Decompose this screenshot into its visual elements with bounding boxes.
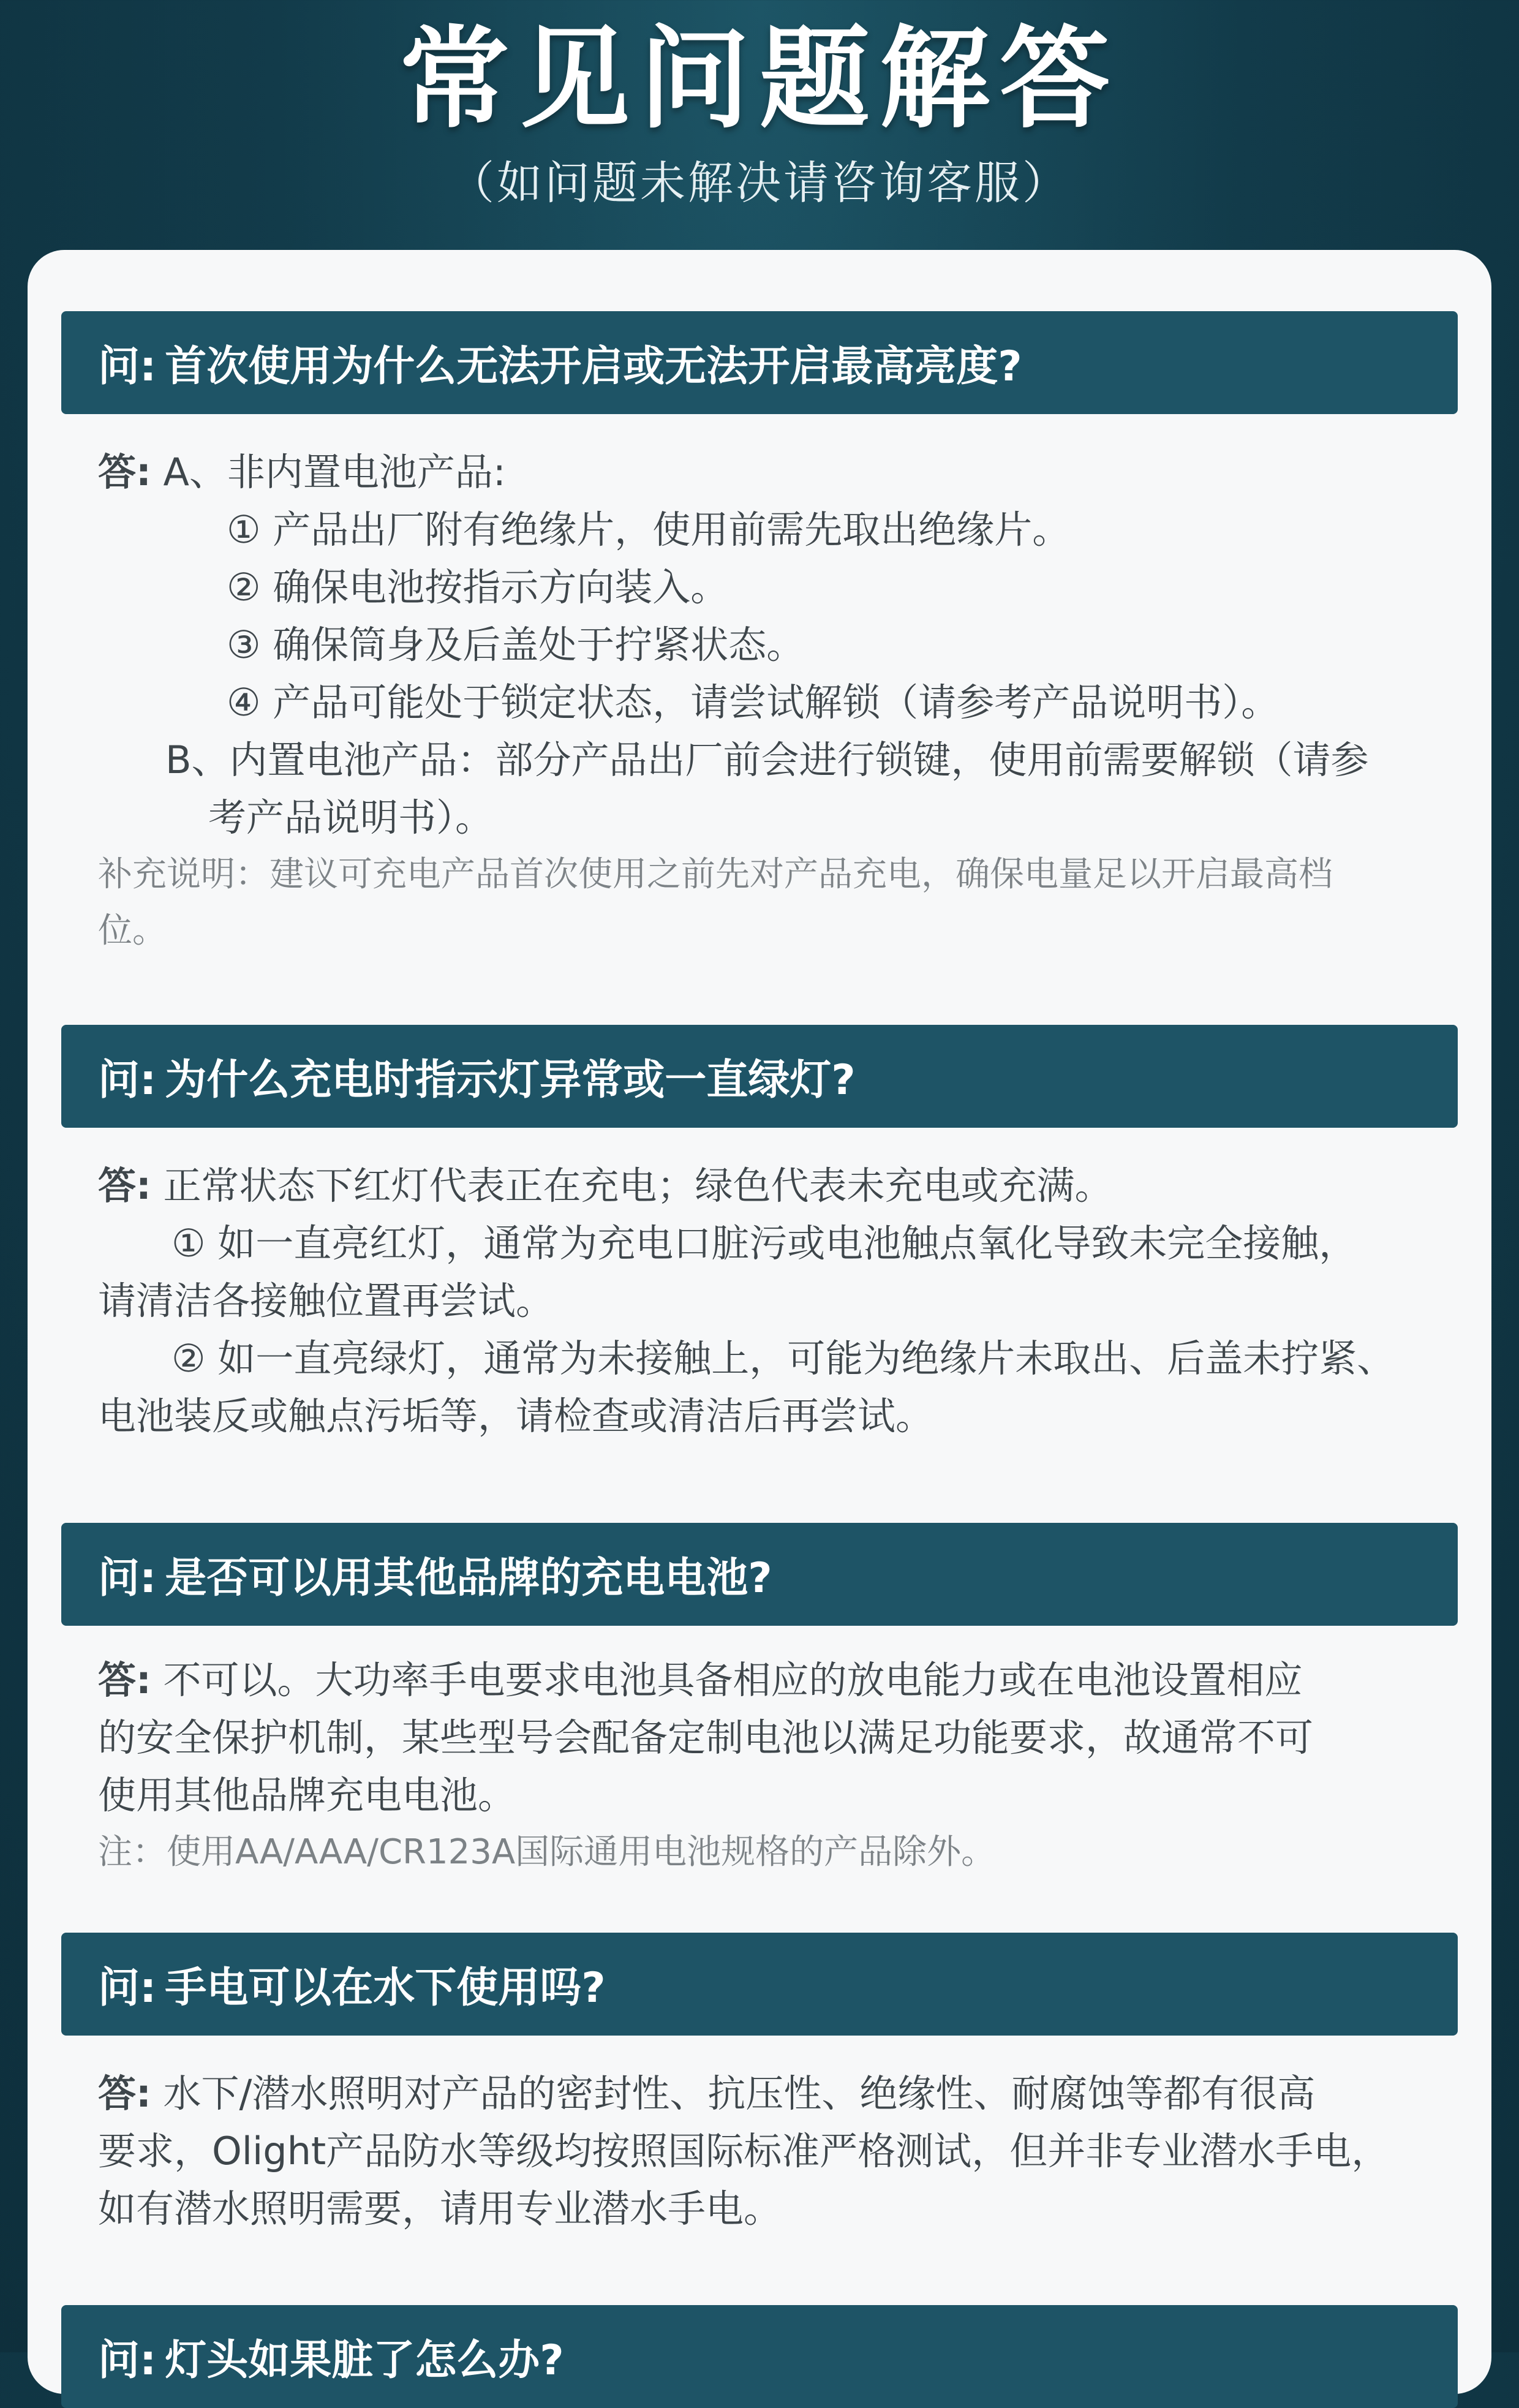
answer-line: 正常状态下红灯代表正在充电；绿色代表未充电或充满。 <box>163 1163 1113 1208</box>
answer-label: 答: <box>98 2071 151 2116</box>
answer-line: ③ 确保筒身及后盖处于拧紧状态。 <box>227 622 805 667</box>
answer-line: 的安全保护机制，某些型号会配备定制电池以满足功能要求，故通常不可 <box>98 1715 1314 1760</box>
question-text: 是否可以用其他品牌的充电电池? <box>165 1553 772 1602</box>
answer-line: ② 确保电池按指示方向装入。 <box>227 565 729 610</box>
answer-line: B、内置电池产品：部分产品出厂前会进行锁键，使用前需要解锁（请参 <box>165 738 1369 782</box>
answer-line: 水下/潜水照明对产品的密封性、抗压性、绝缘性、耐腐蚀等都有很高 <box>163 2071 1316 2116</box>
footnote: 注：使用AA/AAA/CR123A国际通用电池规格的产品除外。 <box>98 1832 996 1872</box>
question-bar <box>61 311 1458 414</box>
answer-line: ② 如一直亮绿灯，通常为未接触上，可能为绝缘片未取出、后盖未拧紧、 <box>172 1336 1395 1381</box>
question-bar <box>61 1933 1458 2036</box>
question-text: 首次使用为什么无法开启或无法开启最高亮度? <box>165 342 1022 391</box>
supplement-note: 位。 <box>98 911 167 951</box>
answer-label: 答: <box>98 1163 151 1208</box>
page-subtitle: （如问题未解决请咨询客服） <box>449 157 1070 209</box>
question-prefix: 问: <box>98 1553 157 1602</box>
answer-label: 答: <box>98 1658 151 1702</box>
question-bar <box>61 2305 1458 2408</box>
answer-line: ① 产品出厂附有绝缘片，使用前需先取出绝缘片。 <box>227 507 1071 552</box>
answer-block <box>61 1157 1458 1445</box>
question-text: 手电可以在水下使用吗? <box>165 1963 606 2012</box>
answer-line: 考产品说明书）。 <box>208 795 494 840</box>
faq-item <box>61 2305 1458 2408</box>
answer-block <box>61 443 1458 959</box>
answer-line: 电池装反或触点污垢等，请检查或清洁后再尝试。 <box>98 1394 934 1438</box>
question-prefix: 问: <box>98 1963 157 2012</box>
question-text: 灯头如果脏了怎么办? <box>165 2336 564 2385</box>
answer-line: 使用其他品牌充电电池。 <box>98 1773 516 1817</box>
question-bar <box>61 1523 1458 1626</box>
answer-block <box>61 1651 1458 1881</box>
question-prefix: 问: <box>98 342 157 391</box>
faq-item <box>61 311 1458 959</box>
page-title: 常见问题解答 <box>399 15 1120 143</box>
question-prefix: 问: <box>98 2336 157 2385</box>
faq-item <box>61 1933 1458 2238</box>
answer-line: 请清洁各接触位置再尝试。 <box>98 1278 554 1323</box>
answer-line: A、非内置电池产品: <box>163 450 506 494</box>
supplement-note: 补充说明：建议可充电产品首次使用之前先对产品充电，确保电量足以开启最高档 <box>98 855 1333 894</box>
faq-card <box>28 250 1491 2394</box>
answer-line: ④ 产品可能处于锁定状态，请尝试解锁（请参考产品说明书）。 <box>227 680 1280 725</box>
answer-block <box>61 2065 1458 2238</box>
answer-line: 不可以。大功率手电要求电池具备相应的放电能力或在电池设置相应 <box>163 1658 1303 1702</box>
answer-line: 如有潜水照明需要，请用专业潜水手电。 <box>98 2186 782 2231</box>
question-prefix: 问: <box>98 1055 157 1104</box>
faq-item <box>61 1025 1458 1445</box>
answer-line: ① 如一直亮红灯，通常为充电口脏污或电池触点氧化导致未完全接触， <box>172 1221 1357 1266</box>
faq-item <box>61 1523 1458 1881</box>
question-text: 为什么充电时指示灯异常或一直绿灯? <box>165 1055 856 1104</box>
question-bar <box>61 1025 1458 1128</box>
answer-line: 要求，Olight产品防水等级均按照国际标准严格测试，但并非专业潜水手电， <box>98 2129 1390 2173</box>
answer-label: 答: <box>98 450 151 494</box>
